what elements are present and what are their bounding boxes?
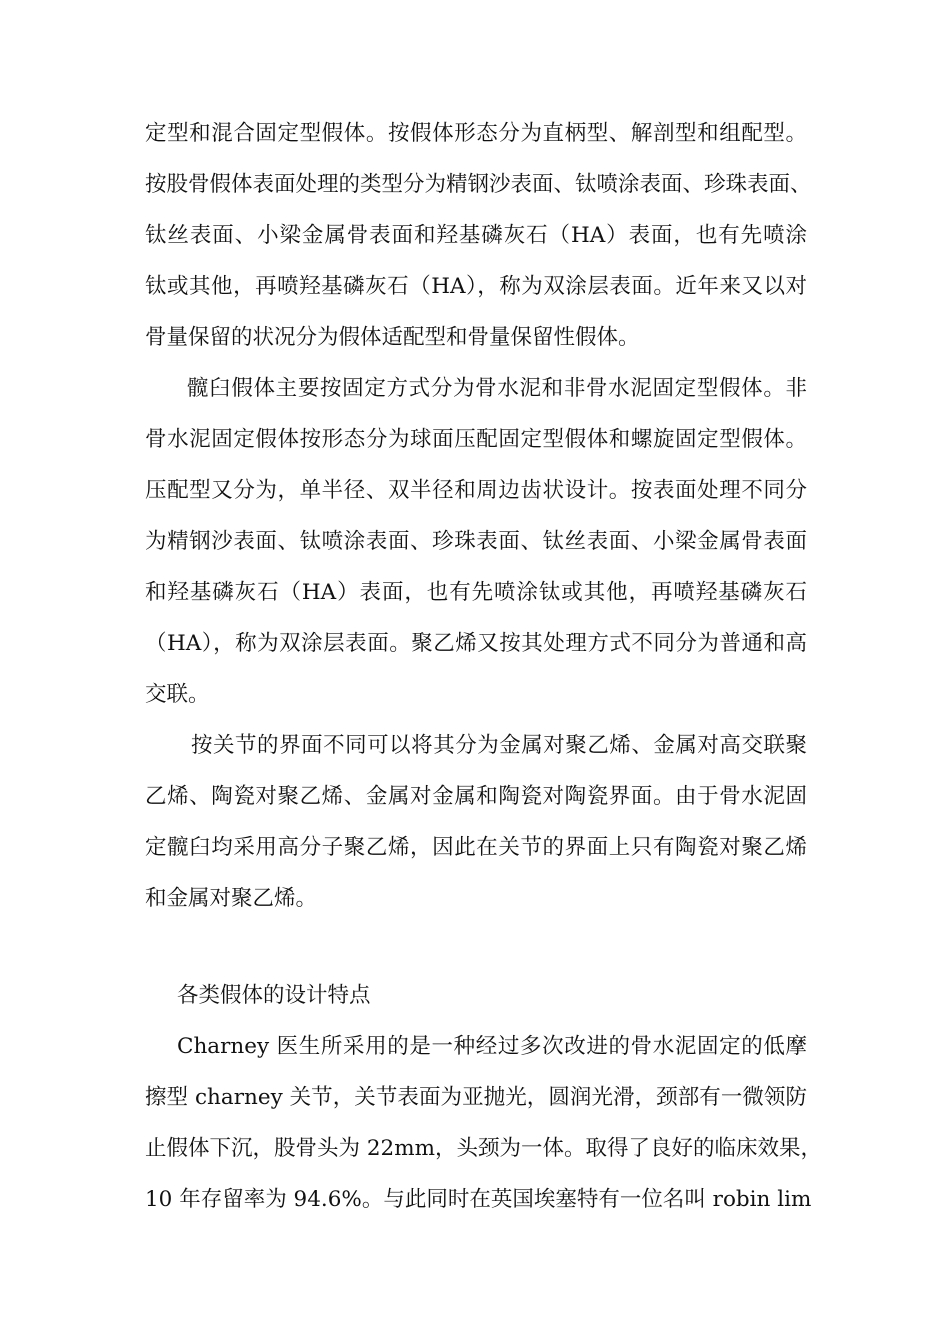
text-line: 和羟基磷灰石（HA）表面，也有先喷涂钛或其他，再喷羟基磷灰石 — [145, 580, 807, 605]
text-line: 钛或其他，再喷羟基磷灰石（HA），称为双涂层表面。近年来又以对 — [145, 274, 807, 299]
text-line: 擦型 charney 关节，关节表面为亚抛光，圆润光滑，颈部有一微领防 — [145, 1085, 807, 1110]
text-line: 压配型又分为，单半径、双半径和周边齿状设计。按表面处理不同分 — [145, 478, 807, 503]
section-heading: 各类假体的设计特点 — [177, 983, 371, 1008]
text-line: 10 年存留率为 94.6%。与此同时在英国埃塞特有一位名叫 robin lim — [145, 1187, 812, 1212]
text-line: 钛丝表面、小梁金属骨表面和羟基磷灰石（HA）表面，也有先喷涂 — [145, 223, 807, 248]
text-line: 和金属对聚乙烯。 — [145, 886, 318, 911]
text-line: 定髋臼均采用高分子聚乙烯，因此在关节的界面上只有陶瓷对聚乙烯 — [145, 835, 807, 860]
text-line: 按股骨假体表面处理的类型分为精钢沙表面、钛喷涂表面、珍珠表面、 — [145, 172, 812, 197]
text-line: 髋臼假体主要按固定方式分为骨水泥和非骨水泥固定型假体。非 — [187, 376, 807, 401]
text-line: 骨水泥固定假体按形态分为球面压配固定型假体和螺旋固定型假体。 — [145, 427, 807, 452]
text-line: 止假体下沉，股骨头为 22mm，头颈为一体。取得了良好的临床效果， — [145, 1136, 822, 1161]
text-line: 按关节的界面不同可以将其分为金属对聚乙烯、金属对高交联聚 — [191, 733, 807, 758]
text-line: 定型和混合固定型假体。按假体形态分为直柄型、解剖型和组配型。 — [145, 121, 807, 146]
text-line: （HA），称为双涂层表面。聚乙烯又按其处理方式不同分为普通和高 — [145, 631, 807, 656]
text-line: 交联。 — [145, 682, 210, 707]
text-line: 为精钢沙表面、钛喷涂表面、珍珠表面、钛丝表面、小梁金属骨表面 — [145, 529, 807, 554]
text-line: Charney 医生所采用的是一种经过多次改进的骨水泥固定的低摩 — [177, 1034, 807, 1059]
text-line: 乙烯、陶瓷对聚乙烯、金属对金属和陶瓷对陶瓷界面。由于骨水泥固 — [145, 784, 807, 809]
text-line: 骨量保留的状况分为假体适配型和骨量保留性假体。 — [145, 325, 640, 350]
